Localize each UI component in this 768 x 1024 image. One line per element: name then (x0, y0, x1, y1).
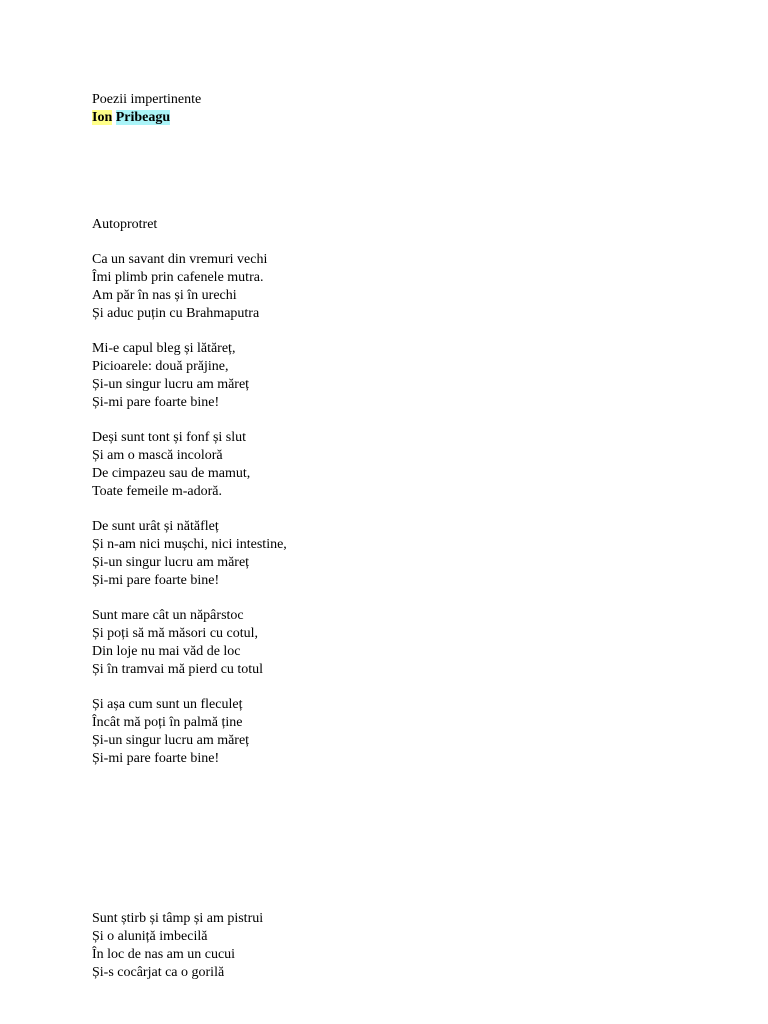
poem-line: De cimpazeu sau de mamut, (92, 465, 251, 481)
poem-line: Și-un singur lucru am măreț (92, 732, 250, 748)
poem-line: Și n-am nici mușchi, nici intestine, (92, 536, 287, 552)
poem-line: Și-mi pare foarte bine! (92, 394, 220, 410)
poem-line: Și așa cum sunt un fleculeț (92, 697, 243, 712)
poem-line: Și-mi pare foarte bine! (92, 572, 220, 588)
stanza-5 (92, 607, 263, 679)
poem-line: Și am o mască incoloră (92, 447, 223, 463)
poem-line: Și poți să mă măsori cu cotul, (92, 625, 259, 641)
author-name (92, 109, 201, 127)
stanza-6 (92, 696, 249, 768)
stanza-1 (92, 251, 267, 323)
author-first-name: Ion (92, 110, 113, 125)
poem-line: Și aduc puțin cu Brahmaputra (92, 305, 260, 321)
author-last-name: Pribeagu (115, 110, 171, 125)
poem-line: Deși sunt tont și fonf și slut (92, 430, 247, 445)
collection-title: Poezii impertinente (92, 92, 202, 107)
poem-line: Și-un singur lucru am măreț (92, 554, 250, 570)
poem-line: Și-un singur lucru am măreț (92, 376, 250, 392)
poem-line: Ca un savant din vremuri vechi (92, 252, 268, 267)
poem-line: Și o aluniță imbecilă (92, 928, 208, 944)
poem-line: Toate femeile m-adoră. (92, 483, 223, 499)
poem-line: Și în tramvai mă pierd cu totul (92, 661, 264, 677)
poem-line: Sunt mare cât un năpârstoc (92, 608, 244, 623)
poem-line: Și-mi pare foarte bine! (92, 750, 220, 766)
stanza-4 (92, 518, 287, 590)
poem-line: Încât mă poți în palmă ține (92, 714, 243, 730)
poem-line: În loc de nas am un cucui (92, 946, 236, 962)
poem-title: Autoprotret (92, 217, 158, 232)
poem-line: Din loje nu mai văd de loc (92, 643, 241, 659)
poem-line: Mi-e capul bleg și lătăreț, (92, 341, 236, 356)
stanza-7 (92, 910, 263, 982)
poem-line: De sunt urât și nătăfleț (92, 519, 219, 534)
stanza-2 (92, 340, 249, 412)
poem-line: Picioarele: două prăjine, (92, 358, 229, 374)
poem-line: Și-s cocârjat ca o gorilă (92, 964, 225, 980)
poem-line: Sunt știrb și tâmp și am pistrui (92, 911, 264, 926)
poem-line: Am păr în nas și în urechi (92, 287, 237, 303)
poem-line: Îmi plimb prin cafenele mutra. (92, 269, 264, 285)
stanza-3 (92, 429, 250, 501)
document-header (92, 91, 201, 127)
